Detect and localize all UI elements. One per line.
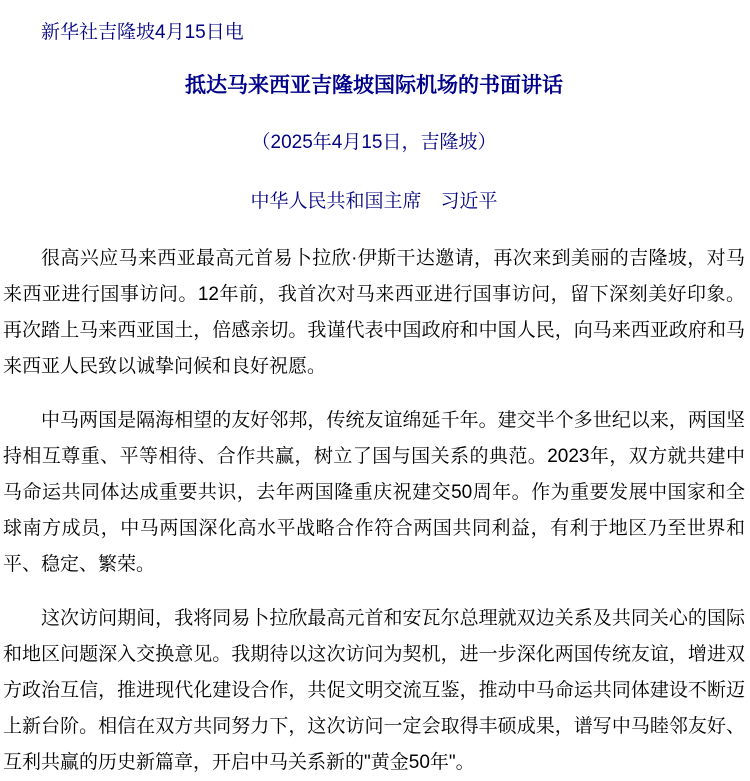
byline-speaker: 中华人民共和国主席 习近平 [250, 191, 498, 212]
news-dateline: 新华社吉隆坡4月15日电 [41, 22, 244, 43]
date-location-line: （2025年4月15日，吉隆坡） [251, 132, 497, 153]
article-paragraph-2: 中马两国是隔海相望的友好邻邦，传统友谊绵延千年。建交半个多世纪以来，两国坚持相互尊重、平等相待、合作共赢，树立了国与国关系的典范。2023年，双方就共建中马命运共同体达成重要共识，去年两国隆重庆祝建交50周年。作为重要发展中国家和全球南方成员，中马两国深化高水平战略合作符合两国共同利益，有利于地区乃至世界和平、稳定、繁荣。 [3, 410, 745, 575]
article-paragraph-3: 这次访问期间，我将同易卜拉欣最高元首和安瓦尔总理就双边关系及共同关心的国际和地区问题深入交换意见。我期待以这次访问为契机，进一步深化两国传统友谊，增进双方政治互信，推进现代化建设合作，共促文明交流互鉴，推动中马命运共同体建设不断迈上新台阶。相信在双方共同努力下，这次访问一定会取得丰硕成果，谱写中马睦邻友好、互利共赢的历史新篇章，开启中马关系新的"黄金50年"。 [3, 608, 745, 773]
article-title: 抵达马来西亚吉隆坡国际机场的书面讲话 [185, 74, 563, 97]
article-paragraph-1: 很高兴应马来西亚最高元首易卜拉欣·伊斯干达邀请，再次来到美丽的吉隆坡，对马来西亚进行国事访问。12年前，我首次对马来西亚进行国事访问，留下深刻美好印象。再次踏上马来西亚国土，倍感亲切。我谨代表中国政府和中国人民，向马来西亚政府和马来西亚人民致以诚挚问候和良好祝愿。 [3, 248, 745, 377]
